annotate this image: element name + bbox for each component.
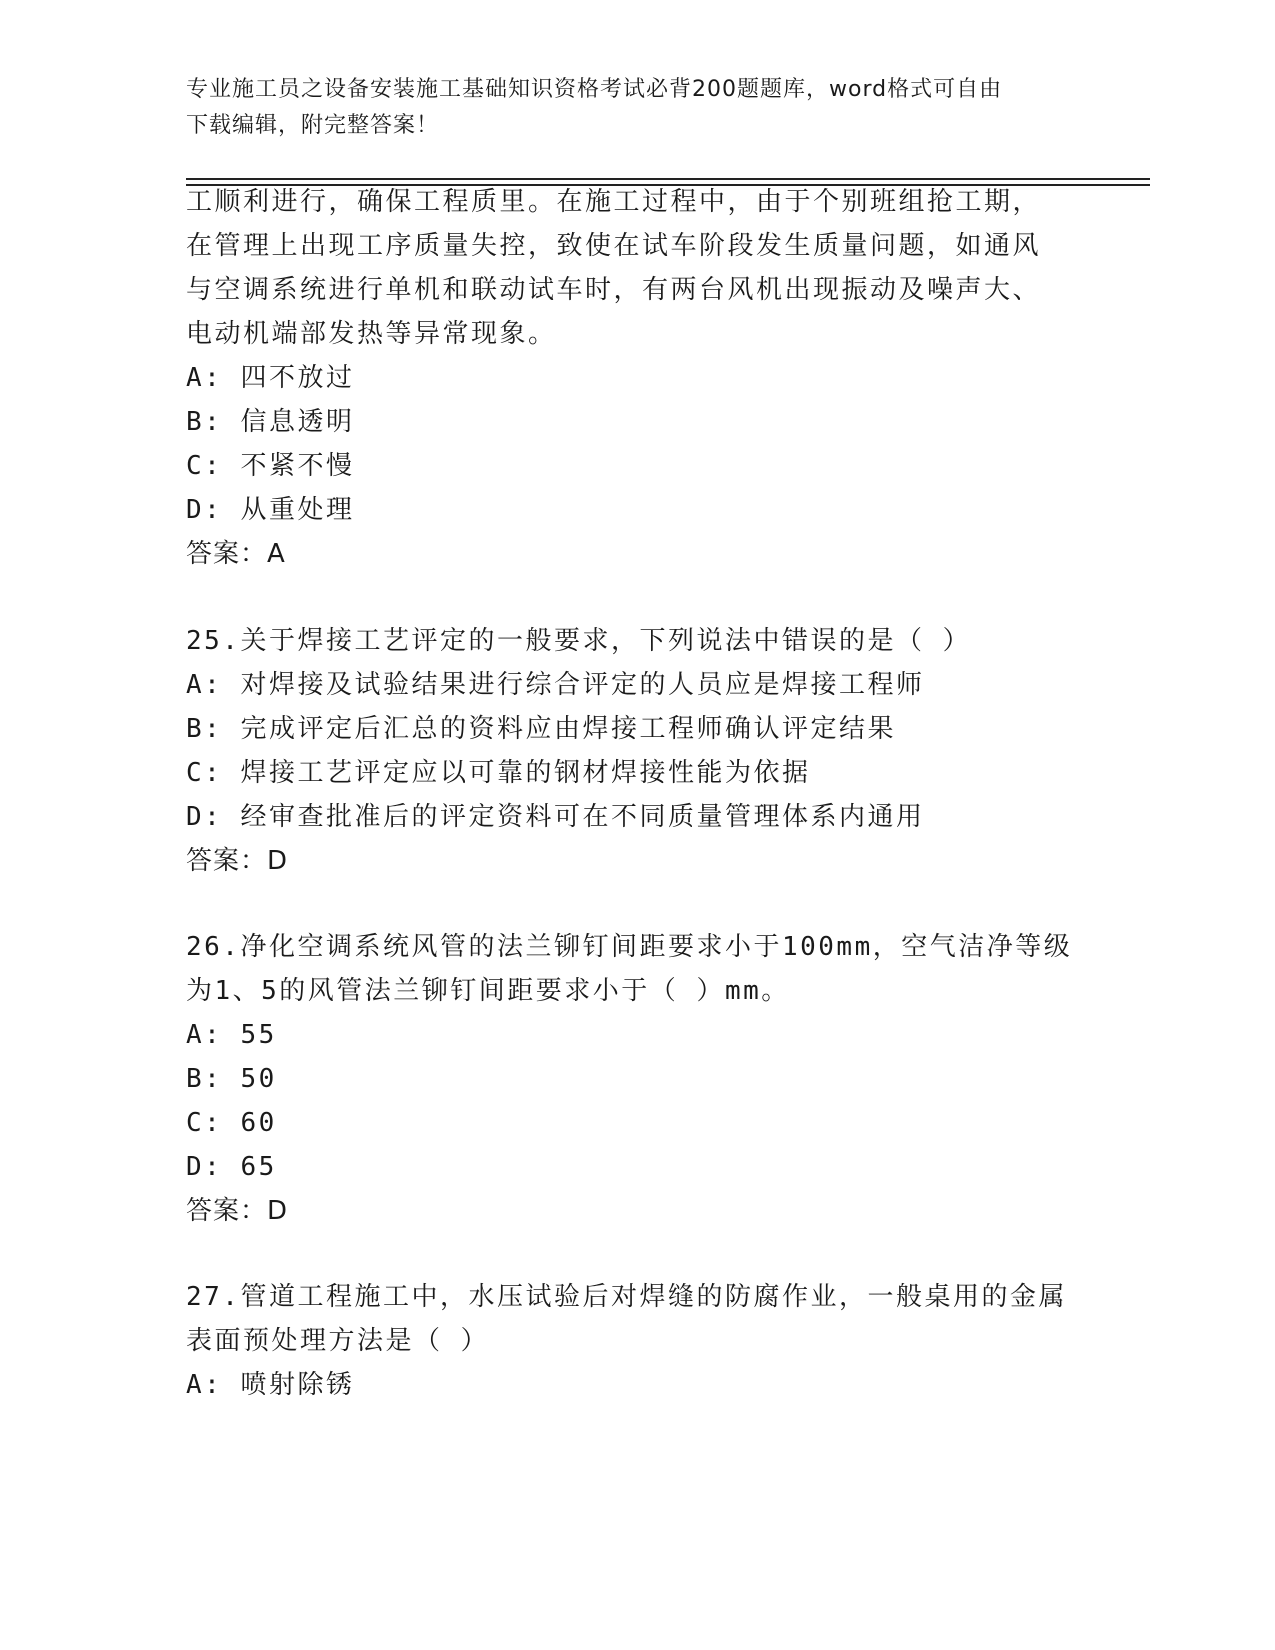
q26-option-a [186, 1019, 277, 1051]
option-key: A: [186, 1020, 223, 1050]
option-text: 50 [240, 1064, 277, 1094]
question-continued-line-2: 在管理上出现工序质量失控，致使在试车阶段发生质量问题，如通风 [186, 231, 1042, 261]
question-continued-line-4: 电动机端部发热等异常现象。 [186, 319, 557, 349]
question-continued-line-3: 与空调系统进行单机和联动试车时，有两台风机出现振动及噪声大、 [186, 275, 1042, 305]
option-text: 从重处理 [240, 495, 355, 525]
q26-option-c [186, 1107, 277, 1139]
option-key: B: [186, 714, 223, 744]
q27-option-a [186, 1369, 354, 1401]
option-text: 焊接工艺评定应以可靠的钢材焊接性能为依据 [240, 758, 811, 788]
header-line-2: 下载编辑，附完整答案！ [186, 113, 440, 138]
q26-answer: 答案：D [186, 1196, 289, 1226]
q26-option-d [186, 1151, 277, 1183]
question-continued-line-1: 工顺利进行，确保工程质里。在施工过程中，由于个别班组抢工期， [186, 187, 1042, 217]
option-text: 经审查批准后的评定资料可在不同质量管理体系内通用 [240, 802, 925, 832]
question-25-stem: 25.关于焊接工艺评定的一般要求，下列说法中错误的是（ ） [186, 626, 972, 656]
q25-option-b [186, 713, 896, 745]
question-26-stem-line-2: 为1、5的风管法兰铆钉间距要求小于（ ）mm。 [186, 976, 790, 1006]
option-d [186, 494, 354, 526]
option-text: 55 [240, 1020, 277, 1050]
option-text: 喷射除锈 [240, 1370, 355, 1400]
q25-option-d [186, 801, 924, 833]
option-text: 65 [240, 1152, 277, 1182]
option-key: D: [186, 495, 223, 525]
option-text: 对焊接及试验结果进行综合评定的人员应是焊接工程师 [240, 670, 925, 700]
option-text: 60 [240, 1108, 277, 1138]
option-key: B: [186, 407, 223, 437]
option-key: C: [186, 1108, 223, 1138]
header-line-1: 专业施工员之设备安装施工基础知识资格考试必背200题题库，word格式可自由 [186, 77, 1003, 102]
option-key: D: [186, 1152, 223, 1182]
option-key: A: [186, 670, 223, 700]
document-header [186, 72, 1066, 144]
q25-answer: 答案：D [186, 846, 289, 876]
option-c [186, 450, 354, 482]
q26-option-b [186, 1063, 277, 1095]
q25-option-c [186, 757, 810, 789]
option-b [186, 406, 354, 438]
answer-label: 答案：A [186, 539, 286, 569]
option-text: 四不放过 [240, 363, 355, 393]
option-key: B: [186, 1064, 223, 1094]
option-key: A: [186, 1370, 223, 1400]
question-27-stem-line-1: 27.管道工程施工中，水压试验后对焊缝的防腐作业，一般桌用的金属 [186, 1282, 1067, 1312]
option-key: D: [186, 802, 223, 832]
option-text: 完成评定后汇总的资料应由焊接工程师确认评定结果 [240, 714, 896, 744]
option-key: C: [186, 758, 223, 788]
question-26-stem-line-1: 26.净化空调系统风管的法兰铆钉间距要求小于100mm，空气洁净等级 [186, 932, 1073, 962]
option-text: 信息透明 [240, 407, 355, 437]
q25-option-a [186, 669, 924, 701]
option-a [186, 362, 354, 394]
header-divider-top [186, 178, 1150, 180]
option-key: A: [186, 363, 223, 393]
option-text: 不紧不慢 [240, 451, 355, 481]
option-key: C: [186, 451, 223, 481]
question-27-stem-line-2: 表面预处理方法是（ ） [186, 1326, 490, 1356]
